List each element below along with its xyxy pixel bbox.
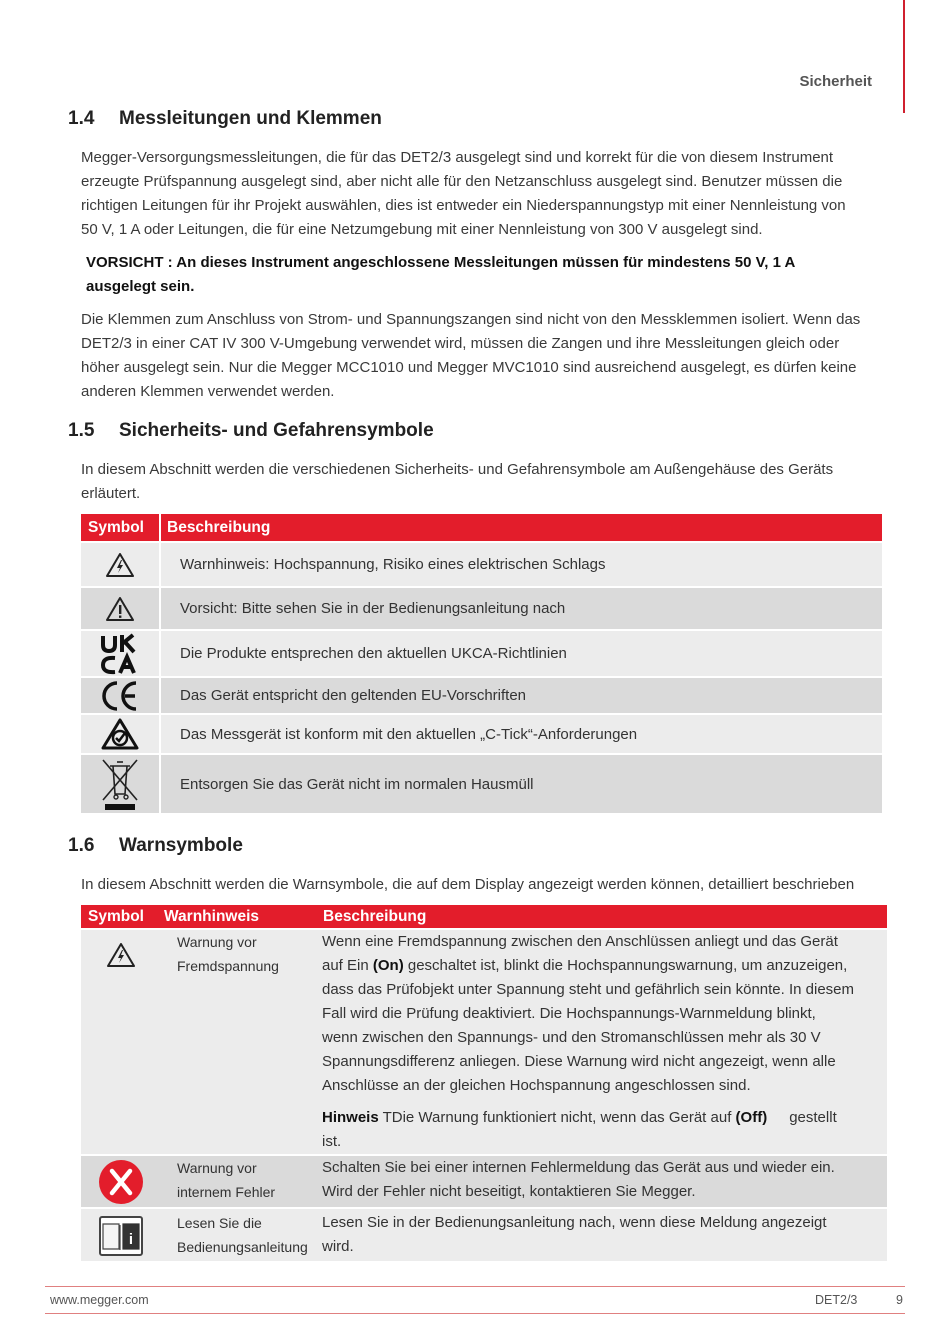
table-row (81, 586, 882, 629)
symbol-cell (81, 1211, 160, 1261)
paragraph-line: Megger-Versorgungsmessleitungen, die für das DET2/3 ausgelegt sind und korrekt für die von diesem Instrument (81, 149, 834, 166)
description-cell: Das Gerät entspricht den geltenden EU-Vorschriften (161, 678, 882, 713)
description-line: Schalten Sie bei einer internen Fehlermeldung das Gerät aus und wieder ein. (322, 1159, 835, 1176)
page-number: 9 (896, 1293, 903, 1307)
section-heading-1-4 (68, 108, 382, 130)
warning-line: internem Fehler (177, 1184, 276, 1200)
warning-cell (162, 1156, 319, 1207)
description-line: wenn zwischen den Spannungs- und den Stromanschlüssen mehr als 30 V (322, 1029, 821, 1046)
table-row (81, 541, 882, 586)
symbol-cell (81, 1156, 160, 1207)
caution-line: ausgelegt sein. (86, 278, 195, 295)
header-description: Beschreibung (167, 518, 271, 536)
description-line: Spannungsdifferenz anliegen. Diese Warnung wird nicht angezeigt, wenn alle (322, 1053, 836, 1070)
warning-line: Fremdspannung (177, 958, 279, 974)
paragraph-line: höher ausgelegt sein. Nur die Megger MCC1010 und Megger MVC1010 sind ausreichend ausgelegt, es dürfen keine (81, 359, 857, 376)
symbol-cell (81, 678, 159, 713)
paragraph-test-leads (81, 146, 881, 242)
description-line: Anschlüsse an der gleichen Hochspannung angeschlossen sind. (322, 1077, 751, 1094)
warning-line: Lesen Sie die (177, 1215, 262, 1231)
header-warning: Warnhinweis (164, 907, 260, 925)
high-voltage-warning-icon (106, 942, 136, 968)
running-header: Sicherheit (799, 73, 872, 90)
safety-symbols-table (81, 514, 882, 813)
symbol-cell (81, 715, 159, 753)
table-row (81, 928, 887, 1154)
text-run: gestellt (789, 1109, 837, 1126)
paragraph-line: DET2/3 in einer CAT IV 300 V-Umgebung verwendet wird, müssen die Zangen und ihre Messleitungen gleich oder (81, 335, 840, 352)
section-title: Warnsymbole (119, 835, 243, 856)
description-line (322, 954, 881, 978)
manual-icon-letter: i (128, 1231, 133, 1248)
description-cell: Entsorgen Sie das Gerät nicht im normalen Hausmüll (161, 755, 882, 813)
paragraph-symbols-intro (81, 458, 881, 506)
header-symbol: Symbol (88, 907, 144, 925)
internal-error-icon (98, 1159, 144, 1205)
paragraph-line: richtigen Leitungen für ihr Projekt auswählen, dies ist entweder ein Niederspannungstyp mit einer Nennleistung von (81, 197, 846, 214)
caution-icon (105, 596, 135, 622)
paragraph-line: 50 V, 1 A oder Leitungen, die für eine Netzumgebung mit einer Nennleistung von 300 V ausgelegt sind. (81, 221, 763, 238)
symbol-cell (81, 631, 159, 676)
description-line: wird. (322, 1238, 354, 1255)
rcm-mark-icon (100, 717, 140, 751)
description-cell: Vorsicht: Bitte sehen Sie in der Bedienungsanleitung nach (161, 588, 882, 629)
symbol-cell (81, 755, 159, 813)
warning-symbols-table (81, 905, 887, 1261)
header-symbol: Symbol (81, 514, 161, 541)
caution-line: VORSICHT : An dieses Instrument angeschlossene Messleitungen müssen für mindestens 50 V, 1 A (86, 254, 796, 271)
margin-accent-rule (903, 0, 905, 113)
caution-note (86, 251, 856, 299)
paragraph-warning-intro: In diesem Abschnitt werden die Warnsymbole, die auf dem Display angezeigt werden können, detailliert beschrieben (81, 876, 855, 893)
section-number: 1.4 (68, 108, 95, 129)
table-row (81, 629, 882, 676)
description-cell: Das Messgerät ist konform mit den aktuellen „C-Tick“-Anforderungen (161, 715, 882, 753)
description-line: dass das Prüfobjekt unter Spannung steht und gefährlich sein könnte. In diesem (322, 981, 855, 998)
warning-cell (162, 930, 319, 1154)
footer-model: DET2/3 (815, 1293, 858, 1307)
description-line: Lesen Sie in der Bedienungsanleitung nach, wenn diese Meldung angezeigt (322, 1214, 827, 1231)
paragraph-line: erzeugte Prüfspannung ausgelegt sind, aber nicht alle für den Netzanschluss ausgelegt sind. Benutzer müssen die (81, 173, 843, 190)
section-title: Messleitungen und Klemmen (119, 108, 382, 129)
text-run: auf Ein (322, 957, 373, 974)
table-row (81, 713, 882, 753)
read-manual-icon (99, 1216, 143, 1256)
warning-line: Warnung vor (177, 1160, 257, 1176)
paragraph-line: erläutert. (81, 485, 141, 502)
table-row (81, 1207, 887, 1261)
section-title: Sicherheits- und Gefahrensymbole (119, 420, 434, 441)
warning-cell (162, 1211, 319, 1261)
description-cell (319, 1211, 887, 1261)
table-row (81, 753, 882, 813)
paragraph-line: In diesem Abschnitt werden die verschiedenen Sicherheits- und Gefahrensymbole am Außengehäuse des Geräts (81, 461, 834, 478)
section-heading-1-6 (68, 835, 243, 857)
description-cell: Die Produkte entsprechen den aktuellen UKCA-Richtlinien (161, 631, 882, 676)
text-run: TDie Warnung funktioniert nicht, wenn das Gerät auf (378, 1109, 736, 1126)
note-line: ist. (322, 1133, 342, 1150)
section-number: 1.6 (68, 835, 95, 856)
section-heading-1-5 (68, 420, 434, 442)
header-description: Beschreibung (323, 907, 427, 925)
description-line: Wenn eine Fremdspannung zwischen den Anschlüssen anliegt und das Gerät (322, 933, 838, 950)
table-row (81, 676, 882, 713)
warning-line: Bedienungsanleitung (177, 1239, 308, 1255)
note-line (322, 1106, 881, 1130)
weee-bin-icon (99, 756, 141, 812)
description-line: Wird der Fehler nicht beseitigt, kontaktieren Sie Megger. (322, 1183, 696, 1200)
text-run-bold: (Off) (735, 1109, 768, 1126)
high-voltage-warning-icon (105, 552, 135, 578)
footer-rule-top (45, 1286, 905, 1287)
symbol-cell (81, 930, 160, 1154)
symbol-cell (81, 543, 159, 586)
description-cell: Warnhinweis: Hochspannung, Risiko eines elektrischen Schlags (161, 543, 882, 586)
warning-line: Warnung vor (177, 934, 257, 950)
footer-rule-bottom (45, 1313, 905, 1314)
table-header (81, 905, 887, 928)
footer-website[interactable]: www.megger.com (50, 1293, 149, 1307)
note-label: Hinweis (322, 1109, 379, 1126)
table-row (81, 1154, 887, 1207)
ukca-mark-icon (100, 633, 140, 675)
paragraph-line: Die Klemmen zum Anschluss von Strom- und Spannungszangen sind nicht von den Messklemmen isoliert. Wenn das (81, 311, 861, 328)
table-header (81, 514, 882, 541)
paragraph-clamps (81, 308, 881, 404)
text-run: geschaltet ist, blinkt die Hochspannungswarnung, um anzuzeigen, (403, 957, 848, 974)
description-cell (319, 1156, 887, 1207)
paragraph-line: anderen Klemmen verwendet werden. (81, 383, 335, 400)
description-line: Fall wird die Prüfung deaktiviert. Die Hochspannungs-Warnmeldung blinkt, (322, 1005, 816, 1022)
text-run-bold: (On) (372, 957, 404, 974)
ce-mark-icon (100, 680, 140, 712)
symbol-cell (81, 588, 159, 629)
section-number: 1.5 (68, 420, 95, 441)
description-cell (319, 930, 887, 1154)
